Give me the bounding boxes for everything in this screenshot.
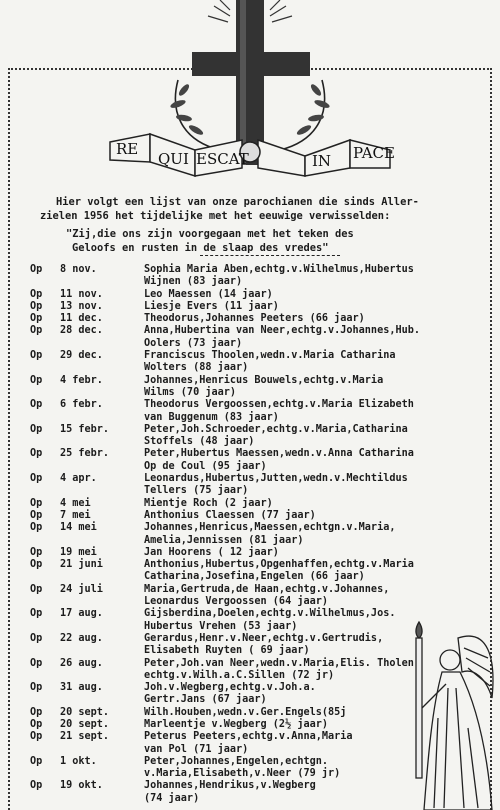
entry-op: Op [30, 509, 43, 521]
list-item [30, 399, 485, 424]
entry-date: 13 nov. [60, 300, 103, 312]
list-item [30, 375, 485, 400]
intro-line-1: Hier volgt een lijst van onze parochianen die sinds Aller- [56, 196, 419, 208]
entry-date: 6 febr. [60, 399, 103, 411]
entry-op: Op [30, 473, 43, 485]
entry-date: 8 nov. [60, 264, 97, 275]
entry-text: Maria,Gertruda,de Haan,echtg.v.Johannes, Leonardus Vergoossen (64 jaar) [144, 583, 390, 608]
entry-op: Op [30, 755, 43, 767]
entry-text: Peter,Hubertus Maessen,wedn.v.Anna Catharina Op de Coul (95 jaar) [144, 448, 414, 472]
entry-text: Joh.v.Wegberg,echtg.v.Joh.a. Gertr.Jans (67 jaar) [144, 682, 316, 706]
entry-text: Gerardus,Henr.v.Neer,echtg.v.Gertrudis, Elisabeth Ruyten ( 69 jaar) [144, 632, 384, 657]
svg-text:PACE: PACE [353, 144, 395, 162]
entry-op: Op [30, 682, 43, 694]
intro-text [40, 196, 480, 255]
entry-op: Op [30, 497, 43, 509]
entry-date: 31 aug. [60, 682, 103, 694]
entry-text: Anthonius,Hubertus,Opgenhaffen,echtg.v.Maria Catharina,Josefina,Engelen (66 jaar) [144, 559, 414, 583]
entry-op: Op [30, 448, 43, 460]
entry-date: 26 aug. [60, 657, 103, 669]
entry-date: 19 mei [60, 546, 97, 558]
entry-date: 21 juni [60, 559, 103, 571]
entry-text: Johannes,Henricus Bouwels,echtg.v.Maria Wilms (70 jaar) [144, 374, 384, 398]
entry-op: Op [30, 399, 43, 411]
entry-date: 1 okt. [60, 755, 97, 767]
entry-date: 29 dec. [60, 350, 103, 362]
entry-text: Theodorus,Johannes Peeters (66 jaar) [144, 313, 365, 325]
angel-icon [398, 598, 498, 810]
entry-op: Op [30, 313, 43, 325]
entry-date: 21 sept. [60, 731, 110, 743]
entry-op: Op [30, 632, 43, 644]
list-item [30, 473, 485, 498]
svg-text:RE: RE [116, 140, 139, 158]
entry-text: Theodorus Vergoossen,echtg.v.Maria Elizabeth van Buggenum (83 jaar) [144, 399, 414, 423]
entry-date: 4 apr. [60, 473, 97, 485]
entry-date: 20 sept. [60, 706, 110, 718]
cross-emblem [100, 0, 400, 190]
entry-op: Op [30, 583, 43, 595]
entry-op: Op [30, 264, 43, 275]
entry-date: 28 dec. [60, 325, 103, 337]
entry-text: Marleentje v.Wegberg (2½ jaar) [144, 718, 329, 730]
entry-op: Op [30, 718, 43, 730]
separator-line [200, 255, 340, 256]
entry-text: Peter,Joh.Schroeder,echtg.v.Maria,Catharina Stoffels (48 jaar) [144, 423, 408, 448]
entry-date: 14 mei [60, 522, 97, 534]
entry-date: 7 mei [60, 509, 91, 521]
entry-text: Peterus Peeters,echtg.v.Anna,Maria van Pol (71 jaar) [144, 731, 353, 755]
entry-op: Op [30, 522, 43, 534]
entry-op: Op [30, 350, 43, 362]
entry-op: Op [30, 546, 43, 558]
svg-text:IN: IN [312, 152, 332, 170]
entry-op: Op [30, 657, 43, 669]
entry-text: Franciscus Thoolen,wedn.v.Maria Catharina Wolters (88 jaar) [144, 350, 396, 374]
entry-op: Op [30, 780, 43, 792]
entry-op: Op [30, 423, 43, 435]
entry-op: Op [30, 608, 43, 620]
entry-date: 4 febr. [60, 374, 103, 386]
dotted-border-left [8, 68, 10, 810]
entry-text: Anna,Hubertina van Neer,echtg.v.Johannes,Hub. Oolers (73 jaar) [144, 325, 421, 349]
entry-op: Op [30, 706, 43, 718]
entry-date: 11 nov. [60, 288, 103, 300]
entry-text: Peter,Johannes,Engelen,echtgn. v.Maria,Elisabeth,v.Neer (79 jr) [144, 755, 341, 780]
entry-text: Liesje Evers (11 jaar) [144, 300, 279, 312]
list-item [30, 510, 485, 522]
entry-date: 20 sept. [60, 718, 110, 730]
list-item [30, 301, 485, 313]
entry-op: Op [30, 559, 43, 571]
list-item [30, 264, 485, 289]
svg-text:ESCAT: ESCAT [196, 150, 249, 168]
list-item [30, 325, 485, 350]
entry-date: 19 okt. [60, 780, 103, 792]
list-item [30, 289, 485, 301]
entry-date: 15 febr. [60, 423, 110, 435]
entry-date: 4 mei [60, 497, 91, 509]
entry-date: 11 dec. [60, 313, 103, 325]
entry-text: Gijsberdina,Doelen,echtg.v.Wilhelmus,Jos. Hubertus Vrehen (53 jaar) [144, 608, 396, 632]
entry-date: 25 febr. [60, 448, 110, 460]
entry-op: Op [30, 288, 43, 300]
list-item [30, 522, 485, 547]
entry-date: 17 aug. [60, 608, 103, 620]
entry-text: Mientje Roch (2 jaar) [144, 497, 273, 509]
cross-icon [192, 0, 310, 165]
list-item [30, 448, 485, 473]
entry-date: 24 juli [60, 583, 103, 595]
entry-op: Op [30, 325, 43, 337]
entry-text: Peter,Joh.van Neer,wedn.v.Maria,Elis. Tholen echtg.v.Wilh.a.C.Sillen (72 jr) [144, 657, 414, 681]
entry-text: Anthonius Claessen (77 jaar) [144, 509, 316, 521]
list-item [30, 547, 485, 559]
list-item [30, 313, 485, 325]
intro-line-2: zielen 1956 het tijdelijke met het eeuwige verwisselden: [40, 209, 391, 222]
entry-op: Op [30, 374, 43, 386]
entry-text: Leonardus,Hubertus,Jutten,wedn.v.Mechtildus Tellers (75 jaar) [144, 473, 408, 497]
entry-text: Johannes,Henricus,Maessen,echtgn.v.Maria, Amelia,Jennissen (81 jaar) [144, 522, 396, 546]
entry-op: Op [30, 300, 43, 312]
entry-text: Leo Maessen (14 jaar) [144, 288, 273, 300]
svg-text:QUI: QUI [158, 150, 189, 168]
intro-quote-1: "Zij,die ons zijn voorgegaan met het teken des [66, 228, 354, 240]
list-item [30, 498, 485, 510]
list-item [30, 559, 485, 584]
entry-text: Jan Hoorens ( 12 jaar) [144, 546, 279, 558]
intro-quote-2: Geloofs en rusten in de slaap des vredes" [72, 241, 329, 254]
entry-text: Wilh.Houben,wedn.v.Ger.Engels(85j [144, 706, 347, 718]
entry-text: Sophia Maria Aben,echtg.v.Wilhelmus,Hubertus Wijnen (83 jaar) [144, 264, 414, 288]
list-item [30, 424, 485, 449]
entry-date: 22 aug. [60, 632, 103, 644]
entry-text: Johannes,Hendrikus,v.Wegberg (74 jaar) [144, 780, 316, 804]
list-item [30, 350, 485, 375]
entry-op: Op [30, 731, 43, 743]
